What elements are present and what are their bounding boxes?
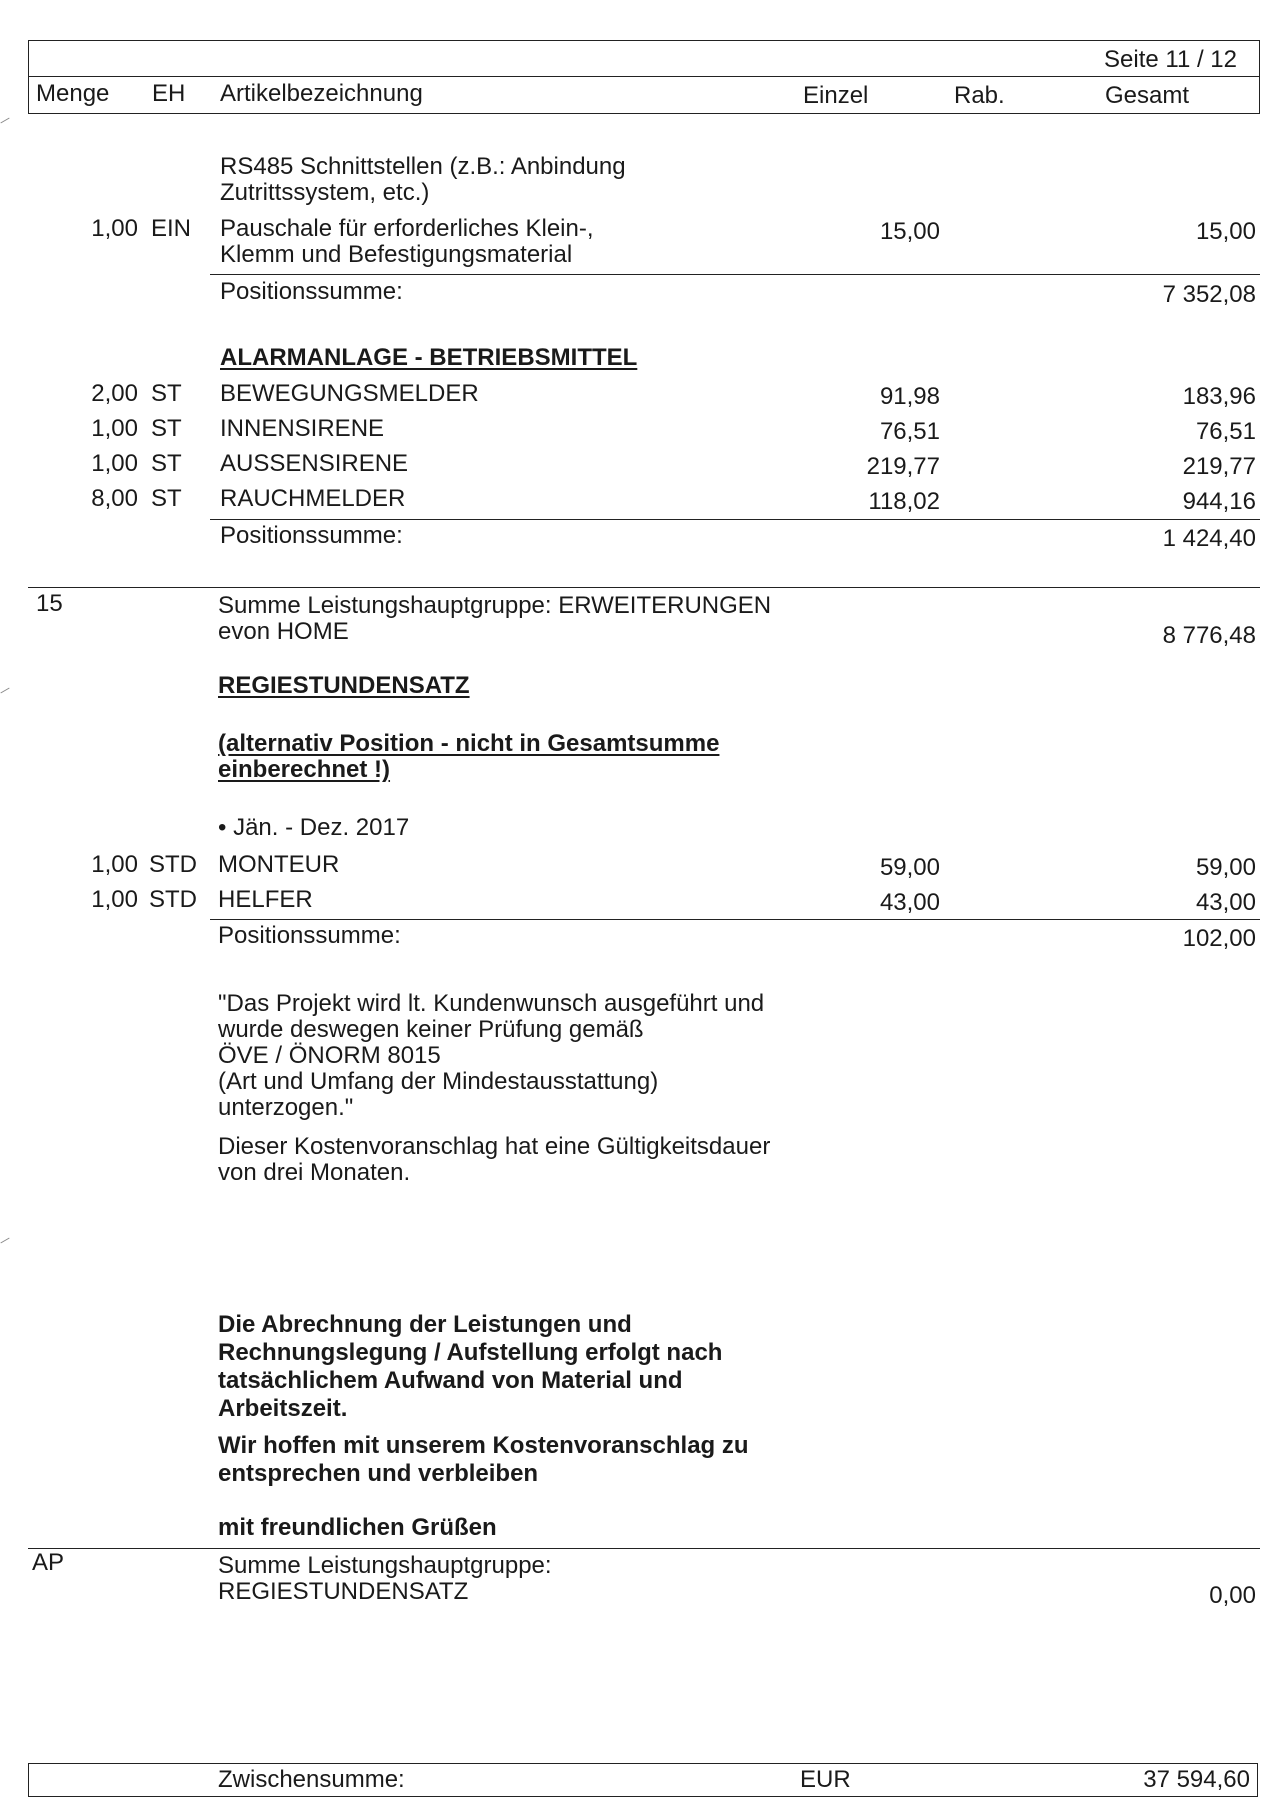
position-sum-line <box>210 519 1260 520</box>
item-einzel: 76,51 <box>879 418 940 445</box>
closing-line: entsprechen und verbleiben <box>218 1460 539 1487</box>
group-sum-label <box>218 1553 552 1605</box>
item-description: RAUCHMELDER <box>220 485 406 512</box>
remark-line: von drei Monaten. <box>218 1159 411 1186</box>
remark-line: "Das Projekt wird lt. Kundenwunsch ausgeführt und <box>218 990 765 1017</box>
billing-line: Arbeitszeit. <box>218 1395 348 1422</box>
item-description <box>220 216 594 268</box>
group-sum-label-line: REGIESTUNDENSATZ <box>218 1578 469 1605</box>
alternative-position-note <box>218 731 719 783</box>
column-header-rab: Rab. <box>954 82 1005 109</box>
item-menge: 1,00 <box>91 415 138 442</box>
closing-text <box>218 1432 749 1488</box>
item-description: BEWEGUNGSMELDER <box>220 380 479 407</box>
project-remark <box>218 991 764 1121</box>
item-description: HELFER <box>218 886 313 913</box>
description-line: Klemm und Befestigungsmaterial <box>220 241 573 268</box>
column-header-artikel: Artikelbezeichnung <box>220 80 423 107</box>
item-eh: STD <box>149 886 197 913</box>
item-menge: 1,00 <box>91 215 138 242</box>
item-einzel: 59,00 <box>879 854 940 881</box>
group-sum-value: 8 776,48 <box>1162 622 1256 649</box>
intro-line: RS485 Schnittstellen (z.B.: Anbindung <box>220 153 626 180</box>
item-eh: EIN <box>151 215 192 242</box>
remark-line: unterzogen." <box>218 1094 354 1121</box>
item-description: INNENSIRENE <box>220 415 385 442</box>
note-line: (alternativ Position - nicht in Gesamtsumme <box>218 730 720 757</box>
column-header-einzel: Einzel <box>803 82 869 109</box>
group-sum-value: 0,00 <box>1209 1582 1256 1609</box>
closing-line: Wir hoffen mit unserem Kostenvoranschlag zu <box>218 1432 749 1459</box>
header-divider <box>28 76 1260 77</box>
column-header-gesamt: Gesamt <box>1105 82 1190 109</box>
remark-line: ÖVE / ÖNORM 8015 <box>218 1042 441 1069</box>
item-gesamt: 15,00 <box>1195 218 1256 245</box>
remark-line: (Art und Umfang der Mindestausstattung) <box>218 1068 659 1095</box>
item-gesamt: 43,00 <box>1195 889 1256 916</box>
validity-remark <box>218 1134 770 1186</box>
note-line: einberechnet !) <box>218 756 391 783</box>
group-divider <box>28 1548 1260 1549</box>
greeting: mit freundlichen Grüßen <box>218 1514 497 1541</box>
group-number: 15 <box>36 590 63 617</box>
item-gesamt: 59,00 <box>1195 854 1256 881</box>
intro-line: Zutrittssystem, etc.) <box>220 179 430 206</box>
group-sum-label <box>218 593 771 645</box>
remark-line: Dieser Kostenvoranschlag hat eine Gültigkeitsdauer <box>218 1133 771 1160</box>
subtotal-box <box>28 1763 1258 1797</box>
subtotal-currency: EUR <box>800 1766 851 1793</box>
group-sum-label-line: Summe Leistungshauptgruppe: <box>218 1552 552 1579</box>
header-box <box>28 40 1260 114</box>
position-sum-label: Positionssumme: <box>220 278 403 305</box>
group-divider <box>28 587 1260 588</box>
item-menge: 2,00 <box>91 380 138 407</box>
item-description: AUSSENSIRENE <box>220 450 409 477</box>
column-header-menge: Menge <box>36 80 110 107</box>
item-eh: STD <box>149 851 197 878</box>
subtotal-value: 37 594,60 <box>1143 1766 1250 1793</box>
item-menge: 8,00 <box>91 485 138 512</box>
position-sum-value: 102,00 <box>1182 925 1256 952</box>
scan-artifact <box>0 118 9 124</box>
position-sum-value: 7 352,08 <box>1162 281 1256 308</box>
item-eh: ST <box>151 415 182 442</box>
position-sum-line <box>210 919 1260 920</box>
remark-line: wurde deswegen keiner Prüfung gemäß <box>218 1016 644 1043</box>
position-sum-value: 1 424,40 <box>1162 525 1256 552</box>
item-einzel: 15,00 <box>879 218 940 245</box>
item-einzel: 43,00 <box>879 889 940 916</box>
item-eh: ST <box>151 450 182 477</box>
scan-artifact <box>0 688 9 694</box>
page-number: Seite 11 / 12 <box>1104 46 1237 73</box>
item-description: MONTEUR <box>218 851 340 878</box>
group-number: AP <box>32 1549 65 1576</box>
billing-line: Rechnungslegung / Aufstellung erfolgt nach <box>218 1339 723 1366</box>
intro-text <box>220 154 626 206</box>
billing-note <box>218 1311 722 1423</box>
description-line: Pauschale für erforderliches Klein-, <box>220 215 594 242</box>
scan-artifact <box>0 1238 9 1244</box>
item-einzel: 219,77 <box>866 453 940 480</box>
position-sum-label: Positionssumme: <box>220 522 403 549</box>
section-heading-regie: REGIESTUNDENSATZ <box>218 672 470 699</box>
subtotal-label: Zwischensumme: <box>218 1766 405 1793</box>
item-einzel: 91,98 <box>879 383 940 410</box>
item-gesamt: 183,96 <box>1182 383 1256 410</box>
item-menge: 1,00 <box>91 886 138 913</box>
item-menge: 1,00 <box>91 851 138 878</box>
item-gesamt: 219,77 <box>1182 453 1256 480</box>
item-eh: ST <box>151 380 182 407</box>
billing-line: tatsächlichem Aufwand von Material und <box>218 1367 683 1394</box>
section-heading-alarm: ALARMANLAGE - BETRIEBSMITTEL <box>220 344 638 371</box>
billing-line: Die Abrechnung der Leistungen und <box>218 1311 632 1338</box>
group-sum-label-line: Summe Leistungshauptgruppe: ERWEITERUNGEN <box>218 592 772 619</box>
item-menge: 1,00 <box>91 450 138 477</box>
column-header-eh: EH <box>152 80 186 107</box>
period-text: • Jän. - Dez. 2017 <box>218 814 410 841</box>
position-sum-label: Positionssumme: <box>218 922 401 949</box>
item-gesamt: 76,51 <box>1195 418 1256 445</box>
item-gesamt: 944,16 <box>1182 488 1256 515</box>
item-eh: ST <box>151 485 182 512</box>
item-einzel: 118,02 <box>868 488 940 515</box>
position-sum-line <box>210 274 1260 275</box>
group-sum-label-line: evon HOME <box>218 618 349 645</box>
